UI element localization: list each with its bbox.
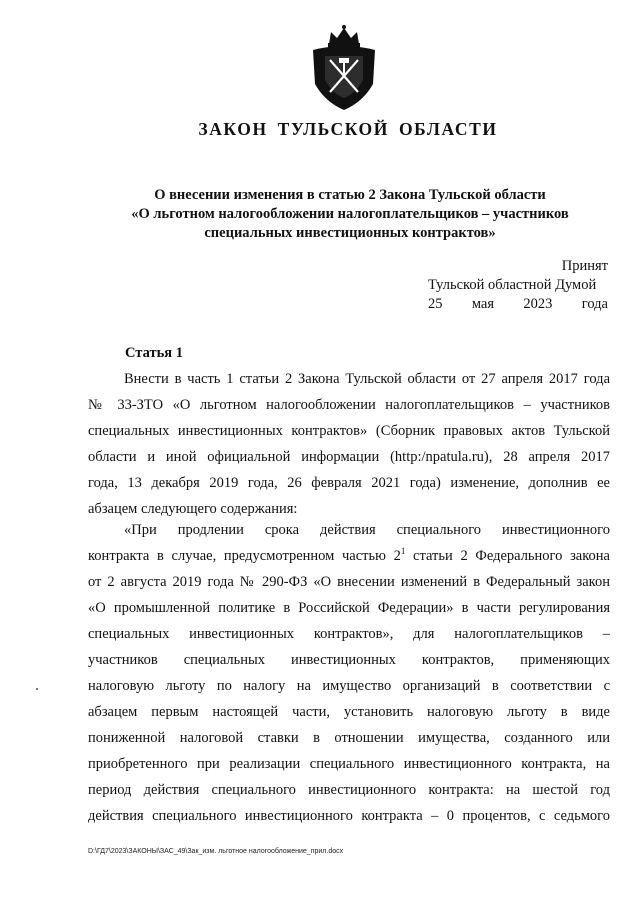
law-title: ЗАКОН ТУЛЬСКОЙ ОБЛАСТИ: [198, 119, 498, 139]
coat-of-arms-icon: [303, 22, 385, 112]
adopted-by: Тульской областной Думой: [428, 277, 597, 293]
text-line: период действия специального инвестиционного контракта: на шестой год: [88, 782, 610, 798]
text-line: пониженной налоговой ставки в отношении имущества, созданного или: [88, 730, 610, 746]
text-line: специальных инвестиционных контрактов» (Сборник правовых актов Тульской: [88, 423, 610, 439]
adoption-date: [428, 295, 608, 314]
text-line: [88, 543, 610, 569]
adoption-block: [428, 257, 608, 314]
superscript: 1: [400, 546, 406, 557]
text-line: приобретенного при реализации специального инвестиционного контракта, на: [88, 756, 610, 772]
text-line: участников специальных инвестиционных контрактов, применяющих: [88, 652, 610, 668]
law-subject: [60, 186, 640, 243]
text-line: налоговую льготу по налогу на имущество организаций в соответствии с: [88, 678, 610, 694]
text-line: абзацем первым настоящей части, установить налоговую льготу в виде: [88, 704, 610, 720]
text-line: абзацем следующего содержания:: [88, 501, 298, 517]
text-line: специальных инвестиционных контрактов», для налогоплательщиков –: [88, 626, 610, 642]
adoption-year-word: года: [581, 296, 608, 312]
text-line: «О промышленной политике в Российской Федерации» в части регулирования: [88, 600, 610, 616]
text-line: года, 13 декабря 2019 года, 26 февраля 2021 года) изменение, дополнив ее: [88, 475, 610, 491]
text-line: № 33-ЗТО «О льготном налогообложении налогоплательщиков – участников: [88, 397, 610, 413]
text-line: области и иной официальной информации (http:/npatula.ru), 28 апреля 2017: [88, 449, 610, 465]
text-line: от 2 августа 2019 года № 290-ФЗ «О внесении изменений в Федеральный закон: [88, 574, 610, 590]
article-heading: Статья 1: [125, 345, 183, 361]
text-line: действия специального инвестиционного контракта – 0 процентов, с седьмого: [88, 808, 610, 824]
text-line: «При продлении срока действия специального инвестиционного: [124, 522, 610, 538]
scan-speck: [36, 688, 38, 690]
paragraph-2: [88, 517, 610, 829]
adoption-month: мая: [471, 296, 495, 312]
text-span: статьи 2 Федерального закона: [405, 548, 610, 564]
adoption-year: 2023: [523, 296, 553, 312]
paragraph-1: [88, 366, 610, 522]
file-path-footer: D:\ГД7\2023\ЗАКОНЫ\ЗАС_49\Зак_изм. льготное налогообложение_прил.docx: [88, 848, 344, 855]
subject-line: специальных инвестиционных контрактов»: [204, 225, 496, 241]
subject-line: О внесении изменения в статью 2 Закона Тульской области: [154, 187, 546, 203]
adoption-day: 25: [428, 296, 443, 312]
text-line: Внести в часть 1 статьи 2 Закона Тульской области от 27 апреля 2017 года: [124, 371, 610, 387]
text-span: контракта в случае, предусмотренном частью 2: [88, 548, 401, 564]
adopted-label: Принят: [561, 258, 608, 274]
subject-line: «О льготном налогообложении налогоплательщиков – участников: [131, 206, 569, 222]
